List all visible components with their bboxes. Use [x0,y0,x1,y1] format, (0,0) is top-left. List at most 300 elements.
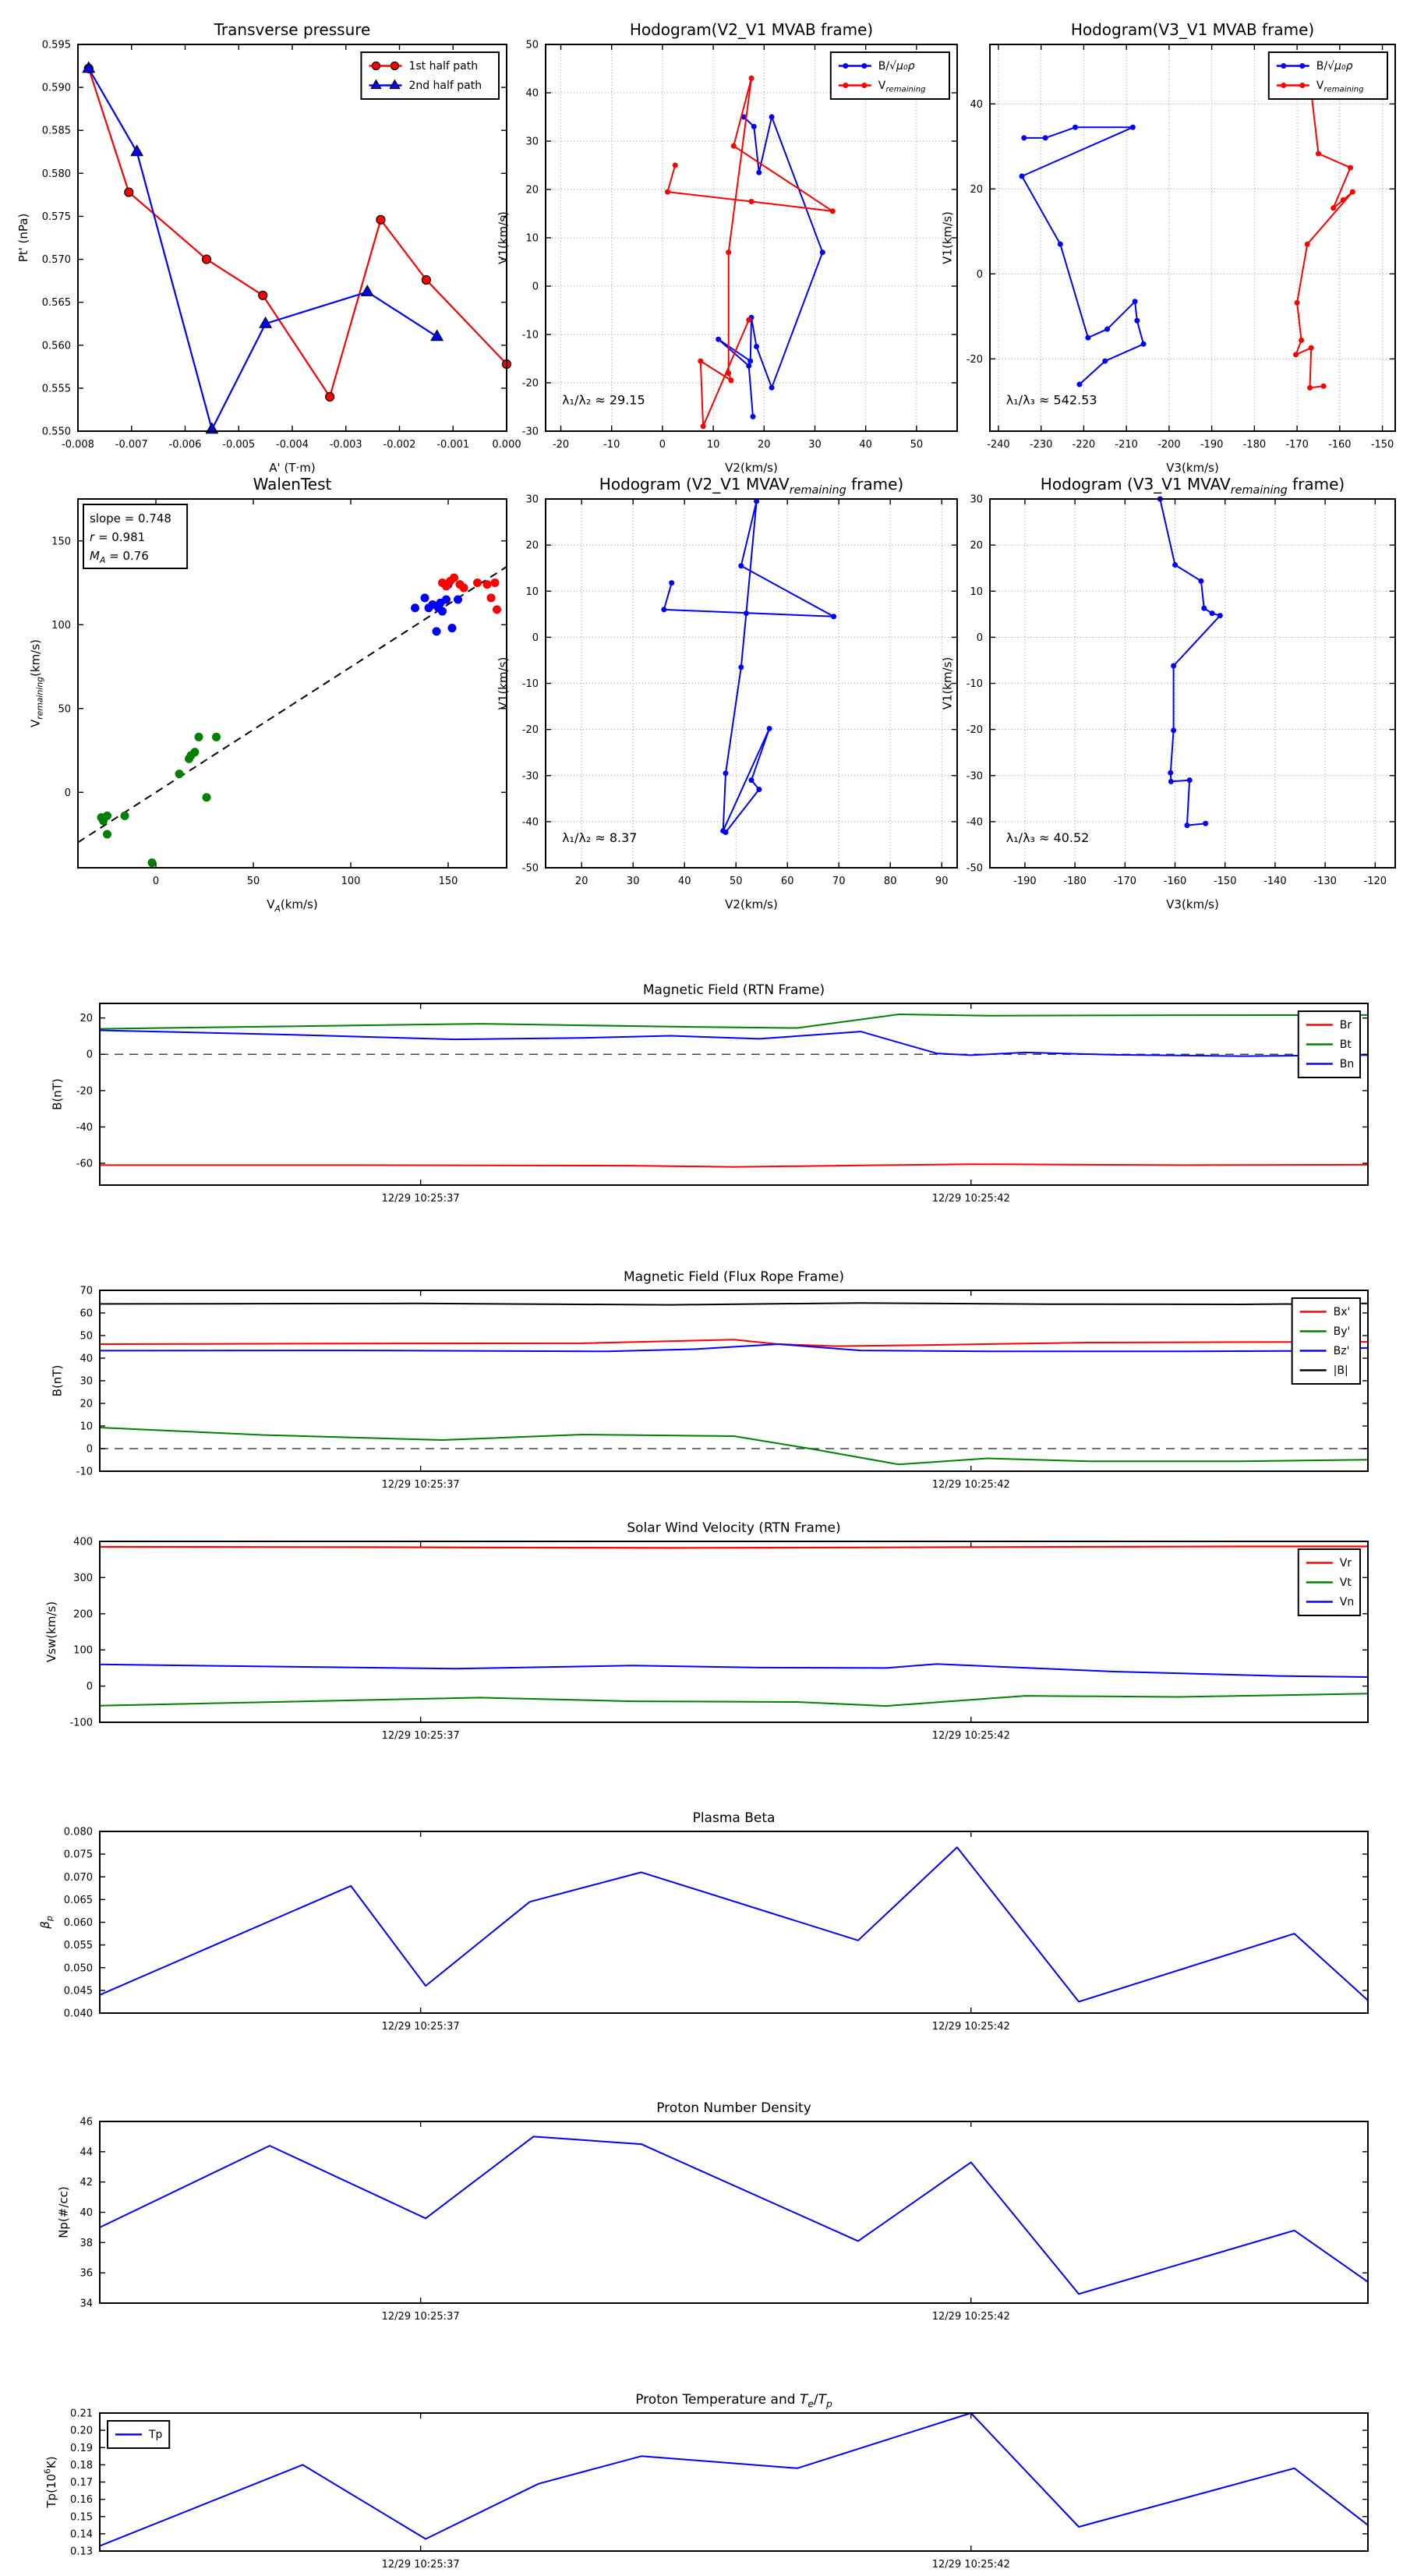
point-b-over-sqrt-mu0-rho [756,170,762,175]
chart-hodogram-v3v1-mvav [941,475,1395,911]
series-np [100,2136,1368,2294]
x-tick-label: -140 [1263,876,1287,887]
x-tick-label: 100 [341,876,361,887]
series-vr [100,1547,1368,1548]
chart-proton-temp [42,2392,1368,2571]
x-tick-label: 0.000 [492,439,521,451]
point-last-quarter-points [460,583,468,592]
y-tick-label: 150 [51,536,71,548]
point-b-over-sqrt-mu0-rho [1134,318,1140,324]
point-v-remaining [1295,300,1300,306]
y-tick-label: 0 [976,632,983,644]
y-tick-label: 0 [532,632,539,644]
y-tick-label: -50 [966,862,983,875]
y-tick-label: 0.565 [41,297,71,310]
x-tick-label: -0.007 [115,439,148,451]
x-tick-label: 20 [574,876,588,887]
x-tick-label: 30 [626,876,640,887]
y-axis-label: V1(km/s) [496,656,511,710]
legend-marker [1281,63,1286,69]
y-tick-label: 0.055 [63,1940,93,1952]
point-b-over-sqrt-mu0-rho [750,414,755,419]
annotation: λ₁/λ₃ ≈ 542.53 [1005,392,1097,408]
point-first-quarter-points [203,793,211,801]
point-v-remaining-path [738,664,744,670]
legend-marker [1299,63,1305,69]
point-v-remaining-path [749,777,755,783]
y-tick-label: 40 [970,98,983,111]
y-tick-label: 0.560 [41,340,71,352]
axes-box [78,44,507,431]
x-tick-label: 12/29 10:25:37 [381,2559,460,2571]
legend-label: B/√μ₀ρ [1316,60,1353,73]
x-tick-label: -0.006 [168,439,202,451]
chart-mag-rtn [51,982,1368,1205]
point-b-over-sqrt-mu0-rho [1133,299,1138,304]
point-v-remaining-path [756,787,762,792]
y-tick-label: 40 [525,87,539,100]
series-tp [100,2413,1368,2546]
y-tick-label: 100 [73,1644,93,1657]
point-v-remaining-path [738,563,744,568]
series-by-prime [100,1428,1368,1464]
y-tick-label: 38 [80,2237,93,2249]
series-beta-p [100,1847,1368,2001]
series-b-over-sqrt-mu0-rho [719,117,823,416]
point-middle-points [454,596,462,604]
point-v-remaining-path [661,607,666,612]
y-tick-label: 44 [80,2146,93,2159]
chart-title: Plasma Beta [692,1810,776,1826]
axes-box [100,1831,1368,2013]
legend-label: Bx' [1333,1306,1351,1318]
x-tick-label: -0.005 [222,439,256,451]
x-tick-label: 12/29 10:25:42 [931,1479,1010,1491]
legend-label: |B| [1333,1364,1348,1377]
y-tick-label: 40 [80,1353,93,1365]
point-b-over-sqrt-mu0-rho [1141,341,1147,347]
y-tick-label: 0.13 [70,2546,93,2558]
y-tick-label: 0.17 [70,2477,93,2489]
point-middle-points [411,603,419,612]
series-b-magnitude [100,1303,1368,1304]
legend-marker [843,83,848,88]
y-tick-label: 200 [73,1608,93,1621]
x-tick-label: -0.004 [276,439,309,451]
point-last-quarter-points [493,605,501,614]
axes-box [100,2413,1368,2551]
chart-vsw-rtn [44,1520,1368,1742]
x-tick-label: 40 [859,439,872,451]
legend-label: Vr [1339,1557,1352,1569]
series-vt [100,1693,1368,1706]
y-tick-label: 40 [80,2207,93,2219]
point-last-quarter-points [450,574,458,582]
y-tick-label: 0.050 [63,1962,93,1975]
stats-line: $M_A = 0.76$ [90,549,149,565]
chart-title: Solar Wind Velocity (RTN Frame) [627,1520,841,1536]
y-tick-label: 20 [80,1398,93,1410]
x-tick-label: 50 [729,876,743,887]
legend-label: Tp [149,2429,163,2441]
x-tick-label: -210 [1115,439,1138,451]
annotation: λ₁/λ₃ ≈ 40.52 [1005,830,1090,845]
point-v-remaining-path [1198,579,1203,584]
y-tick-label: -40 [76,1121,93,1134]
point-b-over-sqrt-mu0-rho [769,385,775,391]
point-v-remaining [665,189,670,195]
point-v-remaining [1348,165,1353,171]
y-tick-label: 0 [64,787,71,799]
y-tick-label: -20 [76,1085,93,1098]
x-tick-label: -170 [1113,876,1137,887]
y-tick-label: 0.075 [63,1849,93,1861]
x-axis-label: $V_A(km/s)$ [267,897,318,914]
point-first-quarter-points [103,830,111,839]
stats-line: slope = 0.748 [90,511,171,525]
chart-title: Proton Number Density [656,2100,811,2116]
point-b-over-sqrt-mu0-rho [820,249,825,255]
legend-label: Br [1339,1019,1352,1031]
y-tick-label: 0.040 [63,2008,93,2020]
point-v-remaining [1299,338,1304,343]
y-tick-label: 30 [970,494,983,506]
y-tick-label: 0.550 [41,426,71,438]
point-2nd-half-path [362,285,373,295]
x-tick-label: -0.003 [329,439,362,451]
y-tick-label: 46 [80,2116,93,2128]
chart-title: Hodogram(V3_V1 MVAB frame) [1070,20,1315,39]
x-tick-label: -240 [987,439,1010,451]
point-1st-half-path [259,291,267,299]
legend-marker [372,62,380,70]
point-first-quarter-points [191,748,200,756]
x-tick-label: 50 [246,876,260,887]
y-axis-label: $Tp(10^6K)$ [42,2456,58,2508]
point-first-quarter-points [148,858,157,867]
point-b-over-sqrt-mu0-rho [1043,135,1048,140]
point-1st-half-path [326,392,334,401]
point-first-quarter-points [175,770,184,778]
series-v-remaining [1296,70,1353,388]
x-tick-label: 12/29 10:25:37 [381,2021,460,2033]
legend-marker [861,83,867,88]
series-bn [100,1031,1368,1056]
x-tick-label: 12/29 10:25:37 [381,1479,460,1491]
chart-title: Magnetic Field (Flux Rope Frame) [624,1269,844,1285]
y-tick-label: 36 [80,2267,93,2280]
y-tick-label: 20 [525,184,539,196]
y-tick-label: 0.585 [41,125,71,137]
point-v-remaining [1305,242,1310,247]
point-v-remaining [830,208,836,214]
x-tick-label: -0.008 [62,439,94,451]
x-tick-label: -0.001 [436,439,470,451]
x-tick-label: -170 [1285,439,1309,451]
point-b-over-sqrt-mu0-rho [1020,173,1025,179]
y-axis-label: B(nT) [50,1364,65,1397]
y-tick-label: 0.045 [63,1985,93,1997]
y-tick-label: 0.16 [70,2494,93,2507]
x-tick-label: 70 [832,876,846,887]
y-tick-label: 60 [80,1307,93,1320]
chart-hodogram-v2v1-mvab [497,20,957,475]
point-middle-points [421,593,429,602]
y-tick-label: 100 [51,619,71,632]
chart-plasma-beta [38,1810,1368,2033]
y-tick-label: 0.580 [41,168,71,180]
x-tick-label: 12/29 10:25:42 [931,2559,1010,2571]
chart-title: Hodogram (V2_V1 $MVAV_{remaining}$ frame) [599,475,904,497]
y-tick-label: 0.21 [70,2408,93,2420]
point-v-remaining-path [1168,779,1174,784]
series-1st-half-path [89,69,507,397]
y-tick-label: -10 [521,678,539,690]
point-v-remaining [726,249,731,255]
chart-title: Magnetic Field (RTN Frame) [642,982,825,998]
axes-box [100,1290,1368,1471]
point-first-quarter-points [212,733,221,741]
chart-walen-test [29,475,507,914]
x-tick-label: -10 [603,439,620,451]
y-tick-label: 10 [525,586,539,598]
point-last-quarter-points [473,579,482,587]
x-tick-label: 12/29 10:25:42 [931,1193,1010,1205]
y-axis-label: V1(km/s) [940,656,955,710]
y-tick-label: 20 [80,1013,93,1025]
legend-label: 2nd half path [408,80,482,92]
chart-title: Transverse pressure [214,20,371,39]
point-2nd-half-path [431,331,443,341]
point-v-remaining-path [1184,823,1189,828]
y-tick-label: 10 [525,232,539,245]
y-tick-label: 20 [970,540,983,552]
x-tick-label: 12/29 10:25:37 [381,1193,460,1205]
axes-box [990,44,1395,431]
legend-marker [1299,83,1305,88]
x-tick-label: -20 [552,439,570,451]
series-bz-prime [100,1344,1368,1351]
legend-label: 1st half path [408,60,479,73]
y-tick-label: 50 [525,39,539,51]
x-tick-label: 40 [677,876,691,887]
y-tick-label: -40 [966,816,983,829]
x-tick-label: -160 [1328,439,1352,451]
y-tick-label: -100 [69,1717,93,1729]
point-v-remaining-path [767,726,772,731]
point-1st-half-path [203,255,211,264]
y-tick-label: 30 [525,494,539,506]
y-axis-label: Np(#/cc) [56,2186,71,2238]
series-v-remaining-path [1160,499,1220,826]
point-b-over-sqrt-mu0-rho [1076,382,1082,387]
point-v-remaining [1307,385,1313,391]
point-b-over-sqrt-mu0-rho [1104,327,1110,332]
y-tick-label: 0.065 [63,1894,93,1906]
chart-proton-density [56,2100,1368,2323]
y-tick-label: 10 [970,586,983,598]
chart-title: WalenTest [253,475,332,494]
y-tick-label: 0.19 [70,2442,93,2454]
y-tick-label: -40 [521,816,539,829]
point-v-remaining [1309,345,1314,351]
y-tick-label: 0.20 [70,2425,93,2437]
chart-title: Hodogram (V3_V1 $MVAV_{remaining}$ frame) [1040,475,1345,497]
y-tick-label: -30 [966,770,983,783]
legend-label: B/√μ₀ρ [878,60,915,73]
chart-hodogram-v3v1-mvab [941,20,1395,475]
point-b-over-sqrt-mu0-rho [1085,335,1090,341]
y-tick-label: 0.060 [63,1917,93,1929]
y-tick-label: -20 [521,377,539,390]
x-tick-label: -0.002 [383,439,416,451]
point-v-remaining-path [1201,606,1207,611]
y-tick-label: 0.590 [41,82,71,94]
point-middle-points [448,624,457,632]
point-b-over-sqrt-mu0-rho [1130,125,1136,130]
point-b-over-sqrt-mu0-rho [746,363,751,369]
x-tick-label: 12/29 10:25:42 [931,1730,1010,1742]
x-tick-label: -220 [1072,439,1096,451]
point-v-remaining-path [669,580,674,586]
legend-label: Bz' [1333,1345,1350,1357]
point-v-remaining [1316,151,1321,157]
point-b-over-sqrt-mu0-rho [1021,135,1027,140]
point-b-over-sqrt-mu0-rho [1073,125,1078,130]
x-tick-label: -190 [1013,876,1037,887]
y-axis-label: Vsw(km/s) [44,1601,58,1663]
y-tick-label: -10 [966,678,983,690]
point-1st-half-path [376,215,385,224]
series-2nd-half-path [89,69,437,430]
point-v-remaining [701,423,706,429]
y-tick-label: 300 [73,1572,93,1584]
point-middle-points [433,627,441,635]
chart-mag-fluxrope [51,1269,1368,1491]
legend-label: Bn [1339,1058,1355,1070]
x-tick-label: -190 [1200,439,1224,451]
series-bx-prime [100,1339,1368,1346]
point-first-quarter-points [121,812,129,820]
y-axis-label: V1(km/s) [940,211,955,264]
point-v-remaining [1341,197,1346,203]
point-b-over-sqrt-mu0-rho [751,124,757,129]
legend-label: Vn [1339,1596,1355,1608]
legend-marker [1281,83,1286,88]
point-2nd-half-path [131,146,143,156]
legend-label: Vt [1339,1576,1352,1589]
annotation: λ₁/λ₂ ≈ 29.15 [562,392,645,408]
y-tick-label: 0.570 [41,254,71,267]
x-axis-label: V3(km/s) [1166,461,1219,475]
x-axis-label: V2(km/s) [725,897,778,911]
point-v-remaining [1321,384,1327,389]
y-tick-label: 30 [80,1375,93,1388]
legend-box [361,52,499,99]
point-last-quarter-points [487,593,496,602]
x-tick-label: 30 [808,439,822,451]
point-v-remaining [1293,352,1299,357]
x-tick-label: -200 [1157,439,1181,451]
y-tick-label: 50 [58,703,71,716]
y-axis-label: Pt' (nPa) [16,213,30,263]
point-b-over-sqrt-mu0-rho [1058,242,1063,247]
point-v-remaining-path [723,830,729,835]
point-v-remaining [731,143,737,149]
axes-box [100,1541,1368,1722]
y-tick-label: 400 [73,1536,93,1548]
x-axis-label: A' (T·m) [269,461,316,475]
x-tick-label: 20 [758,439,771,451]
x-tick-label: 12/29 10:25:37 [381,2311,460,2323]
y-tick-label: 0.18 [70,2459,93,2472]
x-tick-label: 60 [780,876,794,887]
point-first-quarter-points [195,733,203,741]
point-v-remaining [726,370,731,376]
y-tick-label: 0 [86,1443,93,1456]
legend-label: $V_{remaining}$ [1316,80,1364,94]
y-tick-label: 0.14 [70,2528,93,2541]
y-tick-label: -60 [76,1158,93,1170]
chart-title: Hodogram(V2_V1 MVAB frame) [629,20,874,39]
x-tick-label: -150 [1213,876,1237,887]
x-tick-label: 12/29 10:25:37 [381,1730,460,1742]
point-v-remaining [749,199,755,204]
y-tick-label: 0 [86,1049,93,1061]
point-b-over-sqrt-mu0-rho [716,337,721,342]
point-v-remaining-path [831,614,836,619]
y-tick-label: -20 [521,724,539,737]
point-middle-points [438,607,447,616]
point-1st-half-path [125,188,133,196]
point-b-over-sqrt-mu0-rho [747,359,753,364]
y-tick-label: 20 [525,540,539,552]
point-v-remaining [728,377,733,383]
legend-marker [391,62,398,70]
annotation: λ₁/λ₂ ≈ 8.37 [562,830,638,845]
point-b-over-sqrt-mu0-rho [1102,359,1108,364]
point-last-quarter-points [483,580,492,589]
point-v-remaining-path [1172,562,1178,568]
x-tick-label: -130 [1313,876,1337,887]
point-first-quarter-points [103,812,111,820]
x-tick-label: -180 [1242,439,1267,451]
y-tick-label: 0 [532,281,539,293]
stats-line: r = 0.981 [90,530,146,544]
point-v-remaining [746,317,751,323]
point-v-remaining-path [1203,821,1208,826]
point-v-remaining-path [1171,663,1176,669]
y-tick-label: 0.070 [63,1871,93,1884]
y-tick-label: -50 [521,862,539,875]
x-tick-label: -180 [1063,876,1087,887]
y-tick-label: -20 [966,353,983,366]
y-tick-label: 30 [525,136,539,148]
point-v-remaining [1331,205,1336,211]
y-tick-label: 0.080 [63,1826,93,1838]
legend-label: Bt [1339,1039,1352,1051]
legend-marker [861,63,867,69]
y-tick-label: 0 [976,268,983,281]
point-v-remaining [698,359,703,364]
x-tick-label: -230 [1029,439,1053,451]
y-tick-label: 0.595 [41,39,71,51]
y-tick-label: 10 [80,1421,93,1433]
point-v-remaining-path [1171,727,1176,733]
legend-label: By' [1333,1325,1351,1338]
point-v-remaining [1350,189,1355,195]
y-tick-label: 42 [80,2177,93,2189]
